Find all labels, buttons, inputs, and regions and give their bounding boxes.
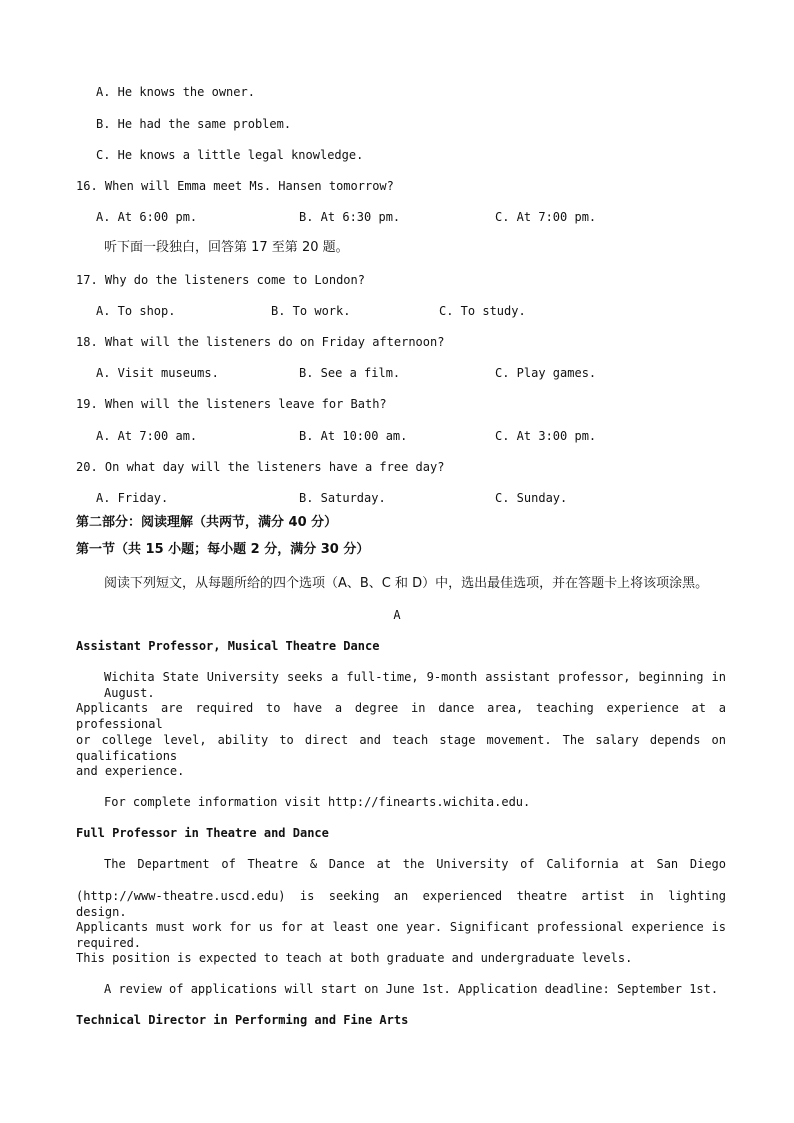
job1-line-4: and experience. bbox=[76, 764, 185, 778]
q20-stem: 20. On what day will the listeners have a free day? bbox=[76, 460, 445, 474]
q16-option-b: B. At 6:30 pm. bbox=[299, 210, 401, 224]
job3-title: Technical Director in Performing and Fine Arts bbox=[76, 1013, 409, 1027]
reading-instruction: 阅读下列短文，从每题所给的四个选项（A、B、C 和 D）中，选出最佳选项，并在答题卡上将该项涂黑。 bbox=[104, 576, 709, 591]
job2-title: Full Professor in Theatre and Dance bbox=[76, 826, 329, 840]
job2-line-1: The Department of Theatre & Dance at the University of California at San Diego bbox=[104, 857, 726, 871]
q17-option-c: C. To study. bbox=[439, 304, 526, 318]
job1-line-1: Wichita State University seeks a full-time, 9-month assistant professor, beginning in August. bbox=[104, 670, 726, 700]
q19-option-b: B. At 10:00 am. bbox=[299, 429, 408, 443]
q15-option-b: B. He had the same problem. bbox=[96, 117, 292, 131]
q16-option-c: C. At 7:00 pm. bbox=[495, 210, 597, 224]
q17-stem: 17. Why do the listeners come to London? bbox=[76, 273, 365, 287]
job1-line-3: or college level, ability to direct and teach stage movement. The salary depends on qualifications bbox=[76, 733, 726, 763]
q15-option-a: A. He knows the owner. bbox=[96, 85, 255, 99]
q20-option-a: A. Friday. bbox=[96, 491, 169, 505]
q19-option-c: C. At 3:00 pm. bbox=[495, 429, 597, 443]
q18-option-c: C. Play games. bbox=[495, 366, 597, 380]
job2-review: A review of applications will start on June 1st. Application deadline: September 1st. bbox=[104, 982, 719, 996]
q15-option-c: C. He knows a little legal knowledge. bbox=[96, 148, 364, 162]
q17-option-a: A. To shop. bbox=[96, 304, 176, 318]
q16-option-a: A. At 6:00 pm. bbox=[96, 210, 198, 224]
job2-line-3: Applicants must work for us for at least one year. Significant professional experience is required. bbox=[76, 920, 726, 950]
monologue-instruction: 听下面一段独白，回答第 17 至第 20 题。 bbox=[104, 240, 349, 255]
q17-option-b: B. To work. bbox=[271, 304, 351, 318]
job2-line-2: (http://www-theatre.uscd.edu) is seeking an experienced theatre artist in lighting design. bbox=[76, 889, 726, 919]
job1-line-2: Applicants are required to have a degree in dance area, teaching experience at a professional bbox=[76, 701, 726, 731]
job1-info: For complete information visit http://finearts.wichita.edu. bbox=[104, 795, 531, 809]
q18-option-a: A. Visit museums. bbox=[96, 366, 219, 380]
q18-option-b: B. See a film. bbox=[299, 366, 401, 380]
q16-stem: 16. When will Emma meet Ms. Hansen tomorrow? bbox=[76, 179, 394, 193]
part2-heading: 第二部分：阅读理解（共两节，满分 40 分） bbox=[76, 515, 338, 530]
job1-title: Assistant Professor, Musical Theatre Dance bbox=[76, 639, 380, 653]
q19-stem: 19. When will the listeners leave for Bath? bbox=[76, 397, 387, 411]
q20-option-b: B. Saturday. bbox=[299, 491, 386, 505]
q20-option-c: C. Sunday. bbox=[495, 491, 568, 505]
job2-line-4: This position is expected to teach at both graduate and undergraduate levels. bbox=[76, 951, 633, 965]
section1-heading: 第一节（共 15 小题；每小题 2 分，满分 30 分） bbox=[76, 542, 370, 557]
q18-stem: 18. What will the listeners do on Friday afternoon? bbox=[76, 335, 445, 349]
q19-option-a: A. At 7:00 am. bbox=[96, 429, 198, 443]
passage-label: A bbox=[393, 608, 401, 622]
